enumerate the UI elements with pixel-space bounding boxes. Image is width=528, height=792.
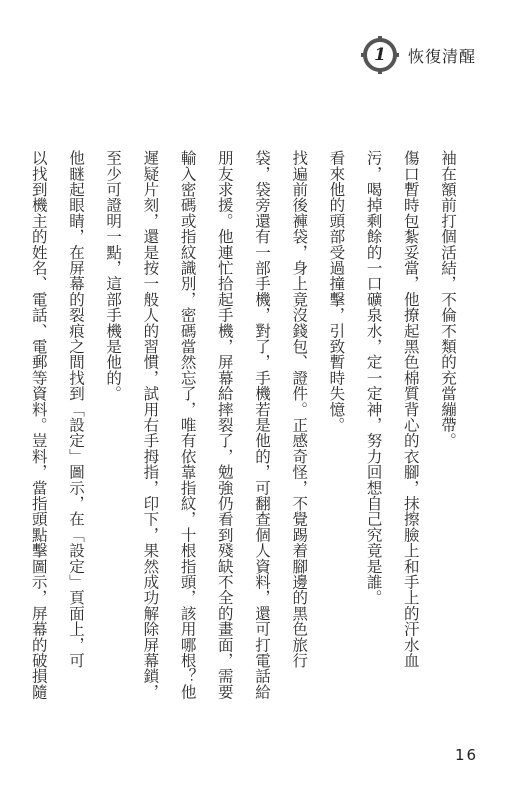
chapter-number: 1 [374,45,386,65]
chapter-badge-icon [360,35,400,75]
body-text: 袖在額前打個活結，不倫不類的充當繃帶。 傷口暫時包紮妥當，他撩起黑色棉質背心的衣腳，抹擦臉上和手上的汗水血 污，喝掉剩餘的一口礦泉水，定一定神，努力回想自己究竟是誰。 看來他的頭部受過撞擊，引致暫時失憶。 找遍前後褲袋，身上竟沒錢包、證件。正感奇怪，不覺踢着腳邊的黑色旅行 袋，袋旁還有一部手機，對了，手機若是他的，可翻查個人資料，還可打電話給 朋友求援。他連忙拾起手機，屏幕給摔裂了，勉強仍看到殘缺不全的畫面，需要 輸入密碼或指紋識別，密碼當然忘了，唯有依靠指紋，十根指頭，該用哪根？他 遲疑片刻，還是按一般人的習慣，試用右手拇指，印下，果然成功解除屏幕鎖， 至少可證明一點，這部手機是他的。 他瞇起眼睛，在屏幕的裂痕之間找到「設定」圖示，在「設定」頁面上，可 以找到機主的姓名、電話、電郵等資料。豈料，當指頭點擊圖示，屏幕的破損隨 [29,150,457,700]
page-number: 16 [455,746,479,764]
chapter-title: 恢復清醒 [408,46,477,66]
chapter-header [360,30,476,80]
